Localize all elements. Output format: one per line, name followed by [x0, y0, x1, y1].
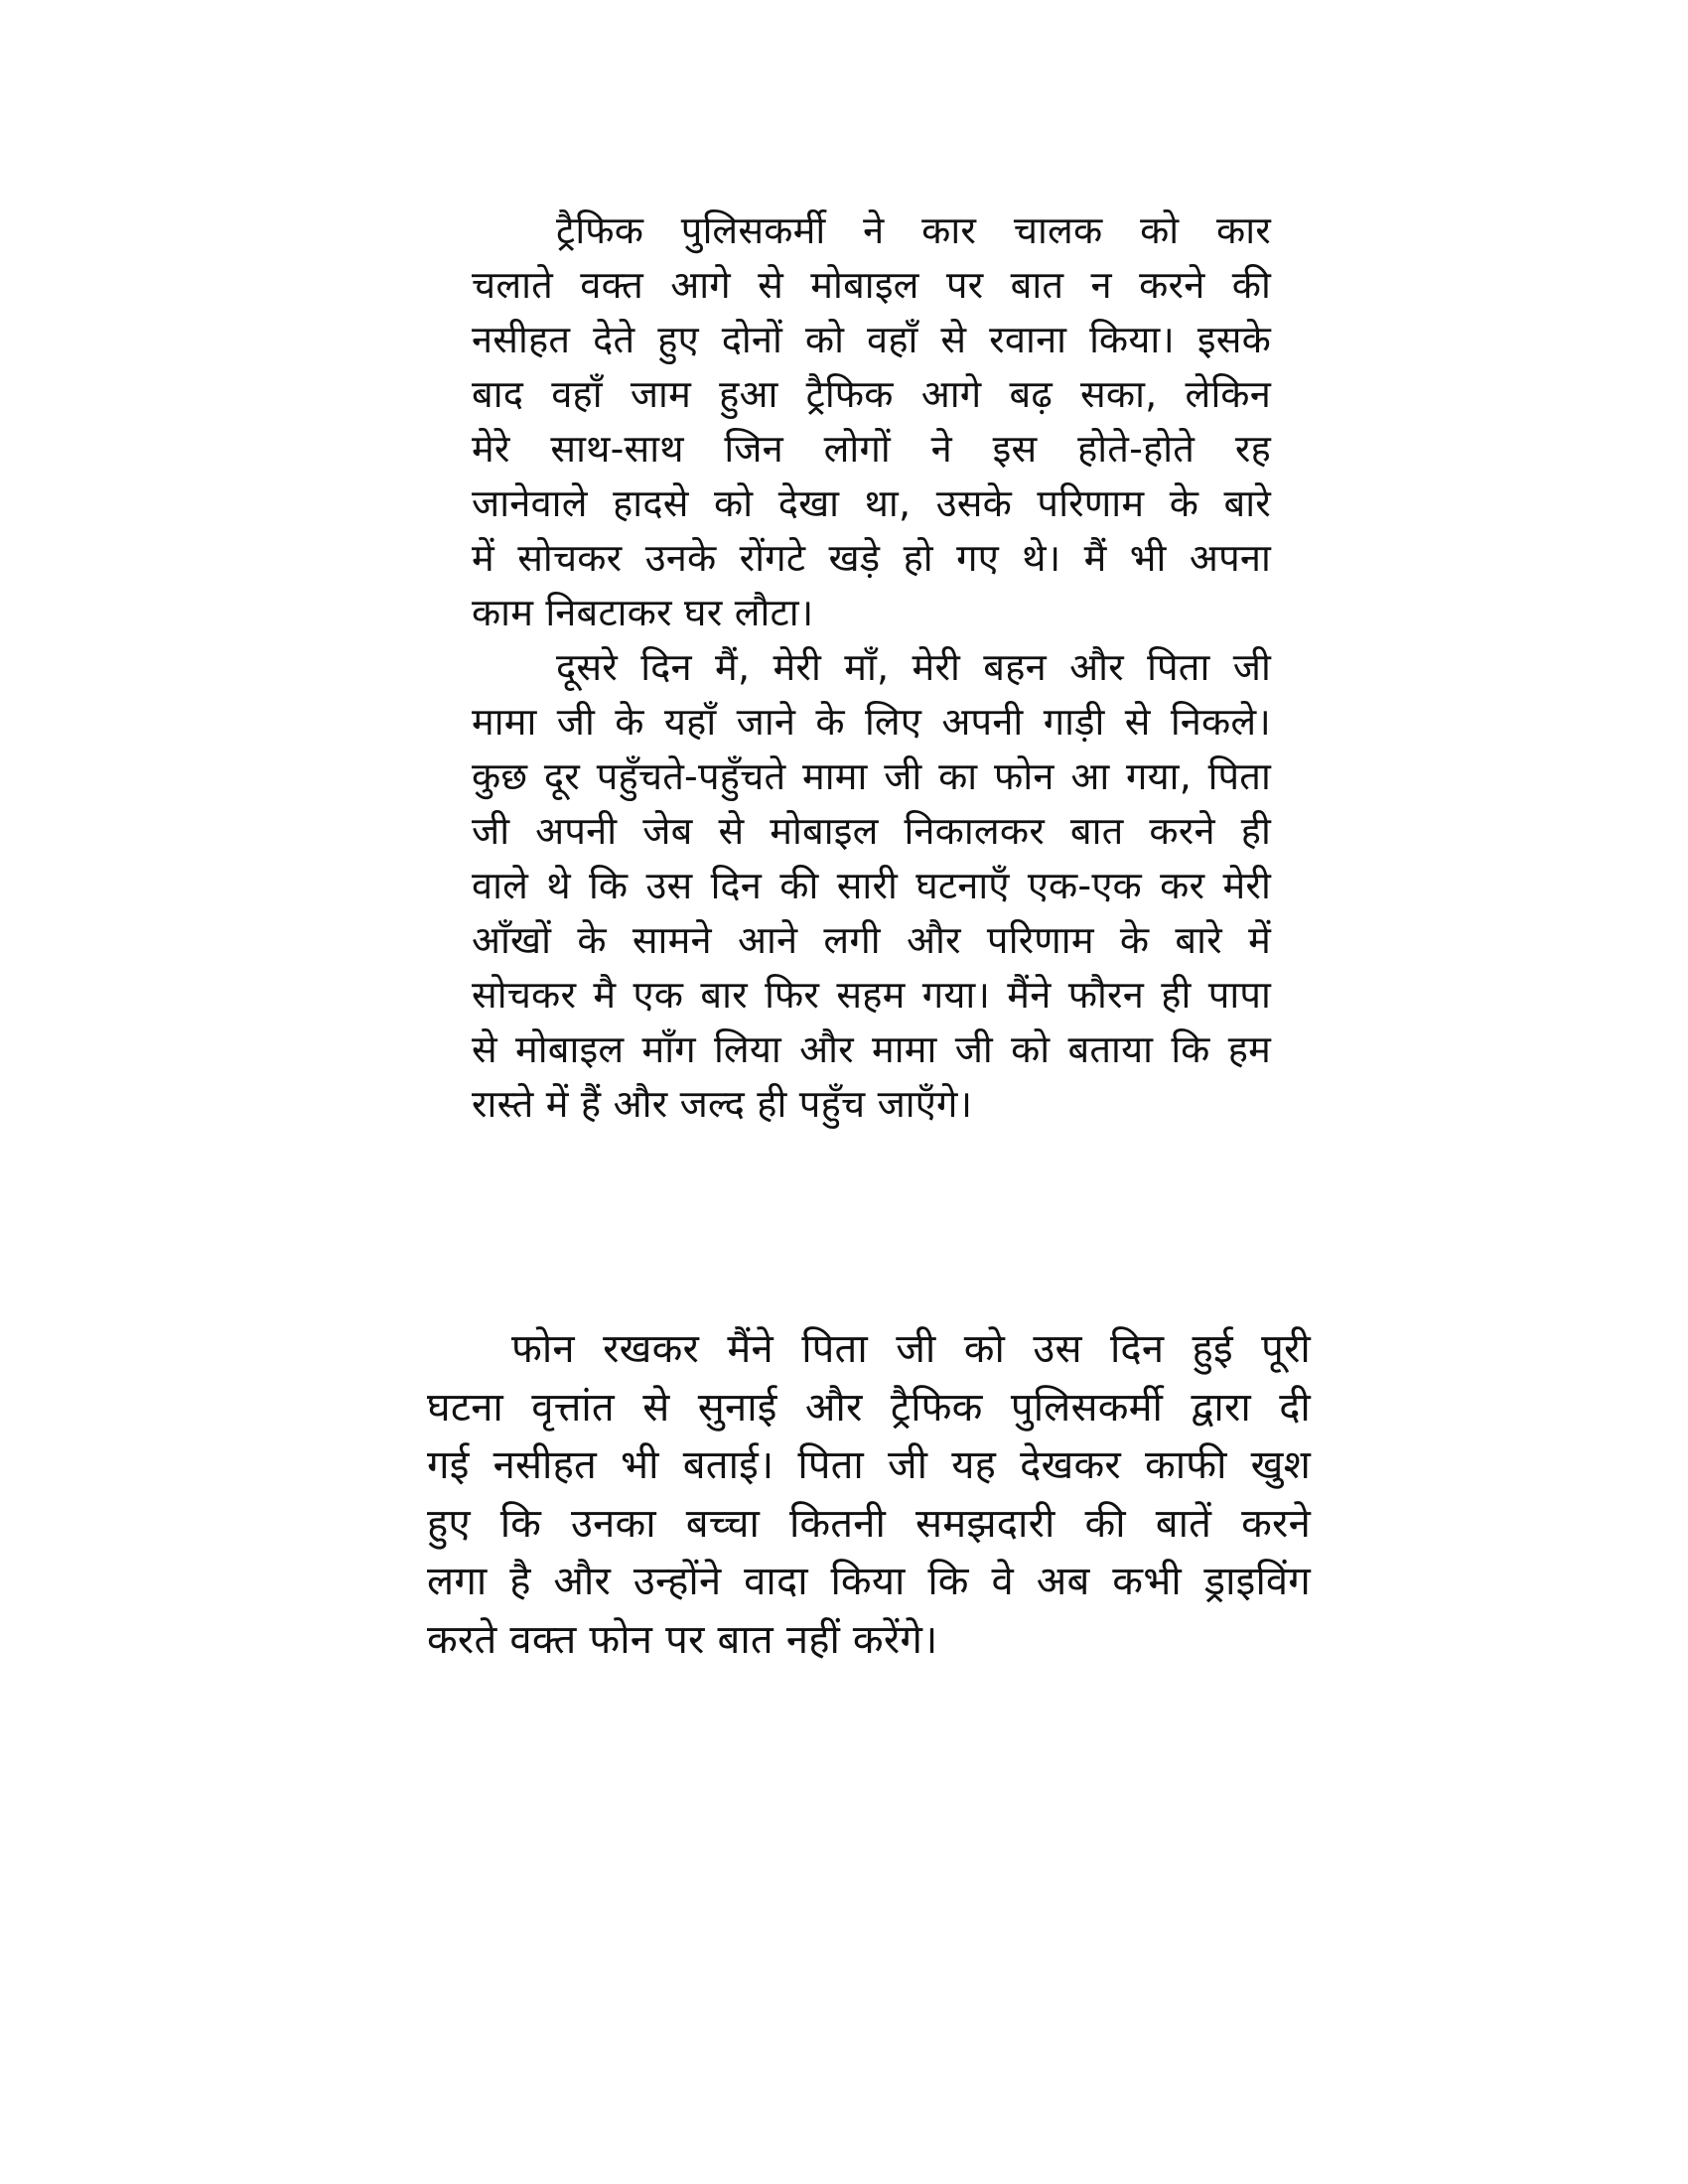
paragraph-1 [472, 204, 1271, 640]
text-line: लगा है और उन्होंने वादा किया कि वे अब कभी ड्राइविंग [427, 1559, 1311, 1604]
text-line: वाले थे कि उस दिन की सारी घटनाएँ एक-एक कर मेरी [472, 864, 1271, 907]
text-line: करते वक्त फोन पर बात नहीं करेंगे। [427, 1616, 938, 1663]
text-line: जानेवाले हादसे को देखा था, उसके परिणाम के बारे [472, 481, 1271, 525]
text-line: में सोचकर उनके रोंगटे खड़े हो गए थे। मैं भी अपना [472, 536, 1271, 580]
text-block-lower [427, 1320, 1311, 1669]
text-line: दूसरे दिन मैं, मेरी माँ, मेरी बहन और पिता जी [556, 645, 1271, 689]
text-line: ट्रैफिक पुलिसकर्मी ने कार चालक को कार [556, 208, 1271, 252]
text-line: चलाते वक्त आगे से मोबाइल पर बात न करने की [472, 263, 1271, 307]
text-line: मेरे साथ-साथ जिन लोगों ने इस होते-होते रह [472, 427, 1271, 471]
text-line: आँखों के सामने आने लगी और परिणाम के बारे में [472, 918, 1271, 962]
paragraph-2 [472, 640, 1271, 1132]
text-line: सोचकर मै एक बार फिर सहम गया। मैंने फौरन ही पापा [472, 973, 1271, 1017]
text-line: से मोबाइल माँग लिया और मामा जी को बताया कि हम [472, 1027, 1271, 1071]
text-line: घटना वृत्तांत से सुनाई और ट्रैफिक पुलिसकर्मी द्वारा दी [427, 1384, 1311, 1431]
text-line: मामा जी के यहाँ जाने के लिए अपनी गाड़ी से निकले। [472, 700, 1271, 744]
text-line: हुए कि उनका बच्चा कितनी समझदारी की बातें करने [427, 1500, 1311, 1547]
text-line: बाद वहाँ जाम हुआ ट्रैफिक आगे बढ़ सका, लेकिन [472, 372, 1271, 416]
text-line: फोन रखकर मैंने पिता जी को उस दिन हुई पूरी [511, 1326, 1311, 1372]
text-line: गई नसीहत भी बताई। पिता जी यह देखकर काफी खुश [427, 1442, 1311, 1488]
text-line: रास्ते में हैं और जल्द ही पहुँच जाएँगे। [472, 1082, 973, 1126]
text-line: नसीहत देते हुए दोनों को वहाँ से रवाना किया। इसके [472, 318, 1271, 361]
text-line: काम निबटाकर घर लौटा। [472, 591, 814, 634]
text-line: जी अपनी जेब से मोबाइल निकालकर बात करने ही [472, 809, 1271, 853]
text-block-upper [472, 204, 1271, 1132]
paragraph-3 [427, 1320, 1311, 1669]
text-line: कुछ दूर पहुँचते-पहुँचते मामा जी का फोन आ गया, पिता [472, 754, 1271, 798]
